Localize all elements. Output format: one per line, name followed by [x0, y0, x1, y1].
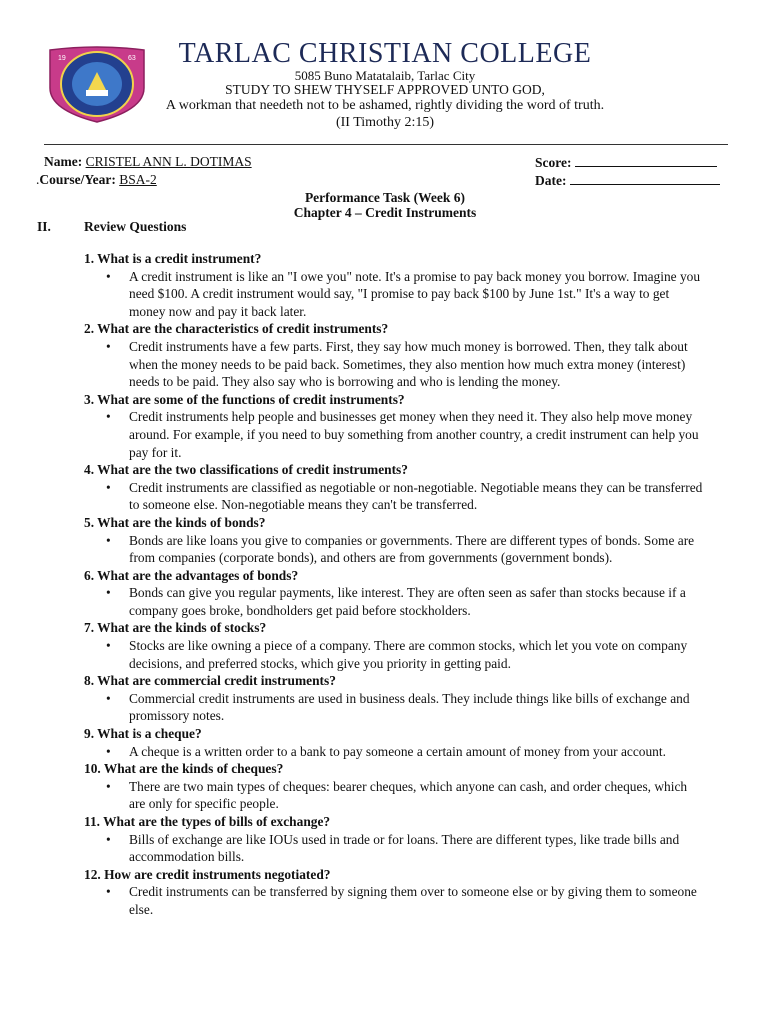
course-dot: .: [36, 172, 40, 187]
course-label: Course/Year:: [39, 172, 116, 187]
answer: • Commercial credit instruments are used in business deals. They include things like bills of exchange and promissory notes.: [84, 690, 704, 725]
score-label: Score:: [535, 155, 572, 170]
date-blank-line: [570, 172, 720, 185]
question: 1. What is a credit instrument?: [84, 251, 262, 266]
score-field: [535, 154, 717, 171]
header-divider: [44, 144, 728, 145]
question: 12. How are credit instruments negotiated?: [84, 866, 331, 882]
answer: • Credit instruments are classified as negotiable or non-negotiable. Negotiable means they can be transferred to someone else. Non-negotiable means they can't be transferred.: [84, 479, 704, 514]
bible-verse: A workman that needeth not to be ashamed, rightly dividing the word of truth. (II Timothy 2:15): [165, 98, 605, 130]
question: 3. What are some of the functions of credit instruments?: [84, 391, 405, 407]
svg-text:63: 63: [128, 55, 136, 62]
college-address: 5085 Buno Matatalaib, Tarlac City: [294, 68, 476, 83]
section-number: II.: [37, 219, 51, 234]
answer: • Bonds can give you regular payments, like interest. They are often seen as safer than stocks because if a company goes broke, bondholders get paid before stockholders.: [84, 584, 704, 619]
college-motto: STUDY TO SHEW THYSELF APPROVED UNTO GOD,: [225, 82, 545, 97]
question: 6. What are the advantages of bonds?: [84, 567, 299, 583]
answer: • Credit instruments can be transferred by signing them over to someone else or by giving them to someone else.: [84, 883, 704, 918]
question: 10. What are the kinds of cheques?: [84, 761, 284, 777]
answer: • A cheque is a written order to a bank to pay someone a certain amount of money from your account.: [84, 743, 704, 761]
task-title: Performance Task (Week 6): [304, 190, 466, 205]
question: 11. What are the types of bills of exchange?: [84, 814, 331, 829]
answer: • Credit instruments help people and businesses get money when they need it. They also help move money around. For example, if you need to buy something from another country, a credit instrument can help you pay for it.: [84, 408, 704, 461]
answer: • Bonds are like loans you give to companies or governments. There are different types of bonds. Some are from companies (corporate bonds), and others are from governments (government bonds).: [84, 532, 704, 567]
name-label: Name:: [44, 154, 83, 169]
question: 4. What are the two classifications of credit instruments?: [84, 462, 408, 478]
question: 7. What are the kinds of stocks?: [84, 620, 267, 636]
question-list: [84, 250, 704, 919]
question: 9. What is a cheque?: [84, 726, 202, 742]
answer: • Stocks are like owning a piece of a company. There are common stocks, which let you vote on company decisions, and preferred stocks, which give you priority in getting paid.: [84, 637, 704, 672]
name-field: [44, 154, 252, 170]
question: 8. What are commercial credit instruments?: [84, 673, 336, 689]
svg-text:19: 19: [58, 55, 66, 62]
answer: • Bills of exchange are like IOUs used in trade or for loans. There are different types, like trade bills and accommodation bills.: [84, 831, 704, 866]
course-value: BSA-2: [119, 172, 157, 187]
date-field: [535, 172, 720, 189]
chapter-title: Chapter 4 – Credit Instruments: [293, 205, 477, 220]
date-label: Date:: [535, 173, 567, 188]
section-title: Review Questions: [84, 219, 187, 234]
question: 5. What are the kinds of bonds?: [84, 514, 266, 530]
score-blank-line: [575, 154, 717, 167]
course-field: [36, 172, 157, 188]
answer: • A credit instrument is like an "I owe you" note. It's a promise to pay back money you borrow. Imagine you need $100. A credit instrument would say, "I promise to pay back $100 by June 1st." It's a way to get money now and pay it back later.: [84, 268, 704, 321]
name-value: CRISTEL ANN L. DOTIMAS: [85, 154, 252, 169]
answer: • There are two main types of cheques: bearer cheques, which anyone can cash, and order cheques, which are only for specific people.: [84, 778, 704, 813]
college-name: TARLAC CHRISTIAN COLLEGE: [178, 38, 592, 69]
answer: • Credit instruments have a few parts. First, they say how much money is borrowed. Then, they talk about when the money needs to be paid back. Sometimes, they also mention how much extra money (interest) needs to be paid. They also say who is borrowing and who is lending the money.: [84, 338, 704, 391]
question: 2. What are the characteristics of credit instruments?: [84, 321, 389, 337]
